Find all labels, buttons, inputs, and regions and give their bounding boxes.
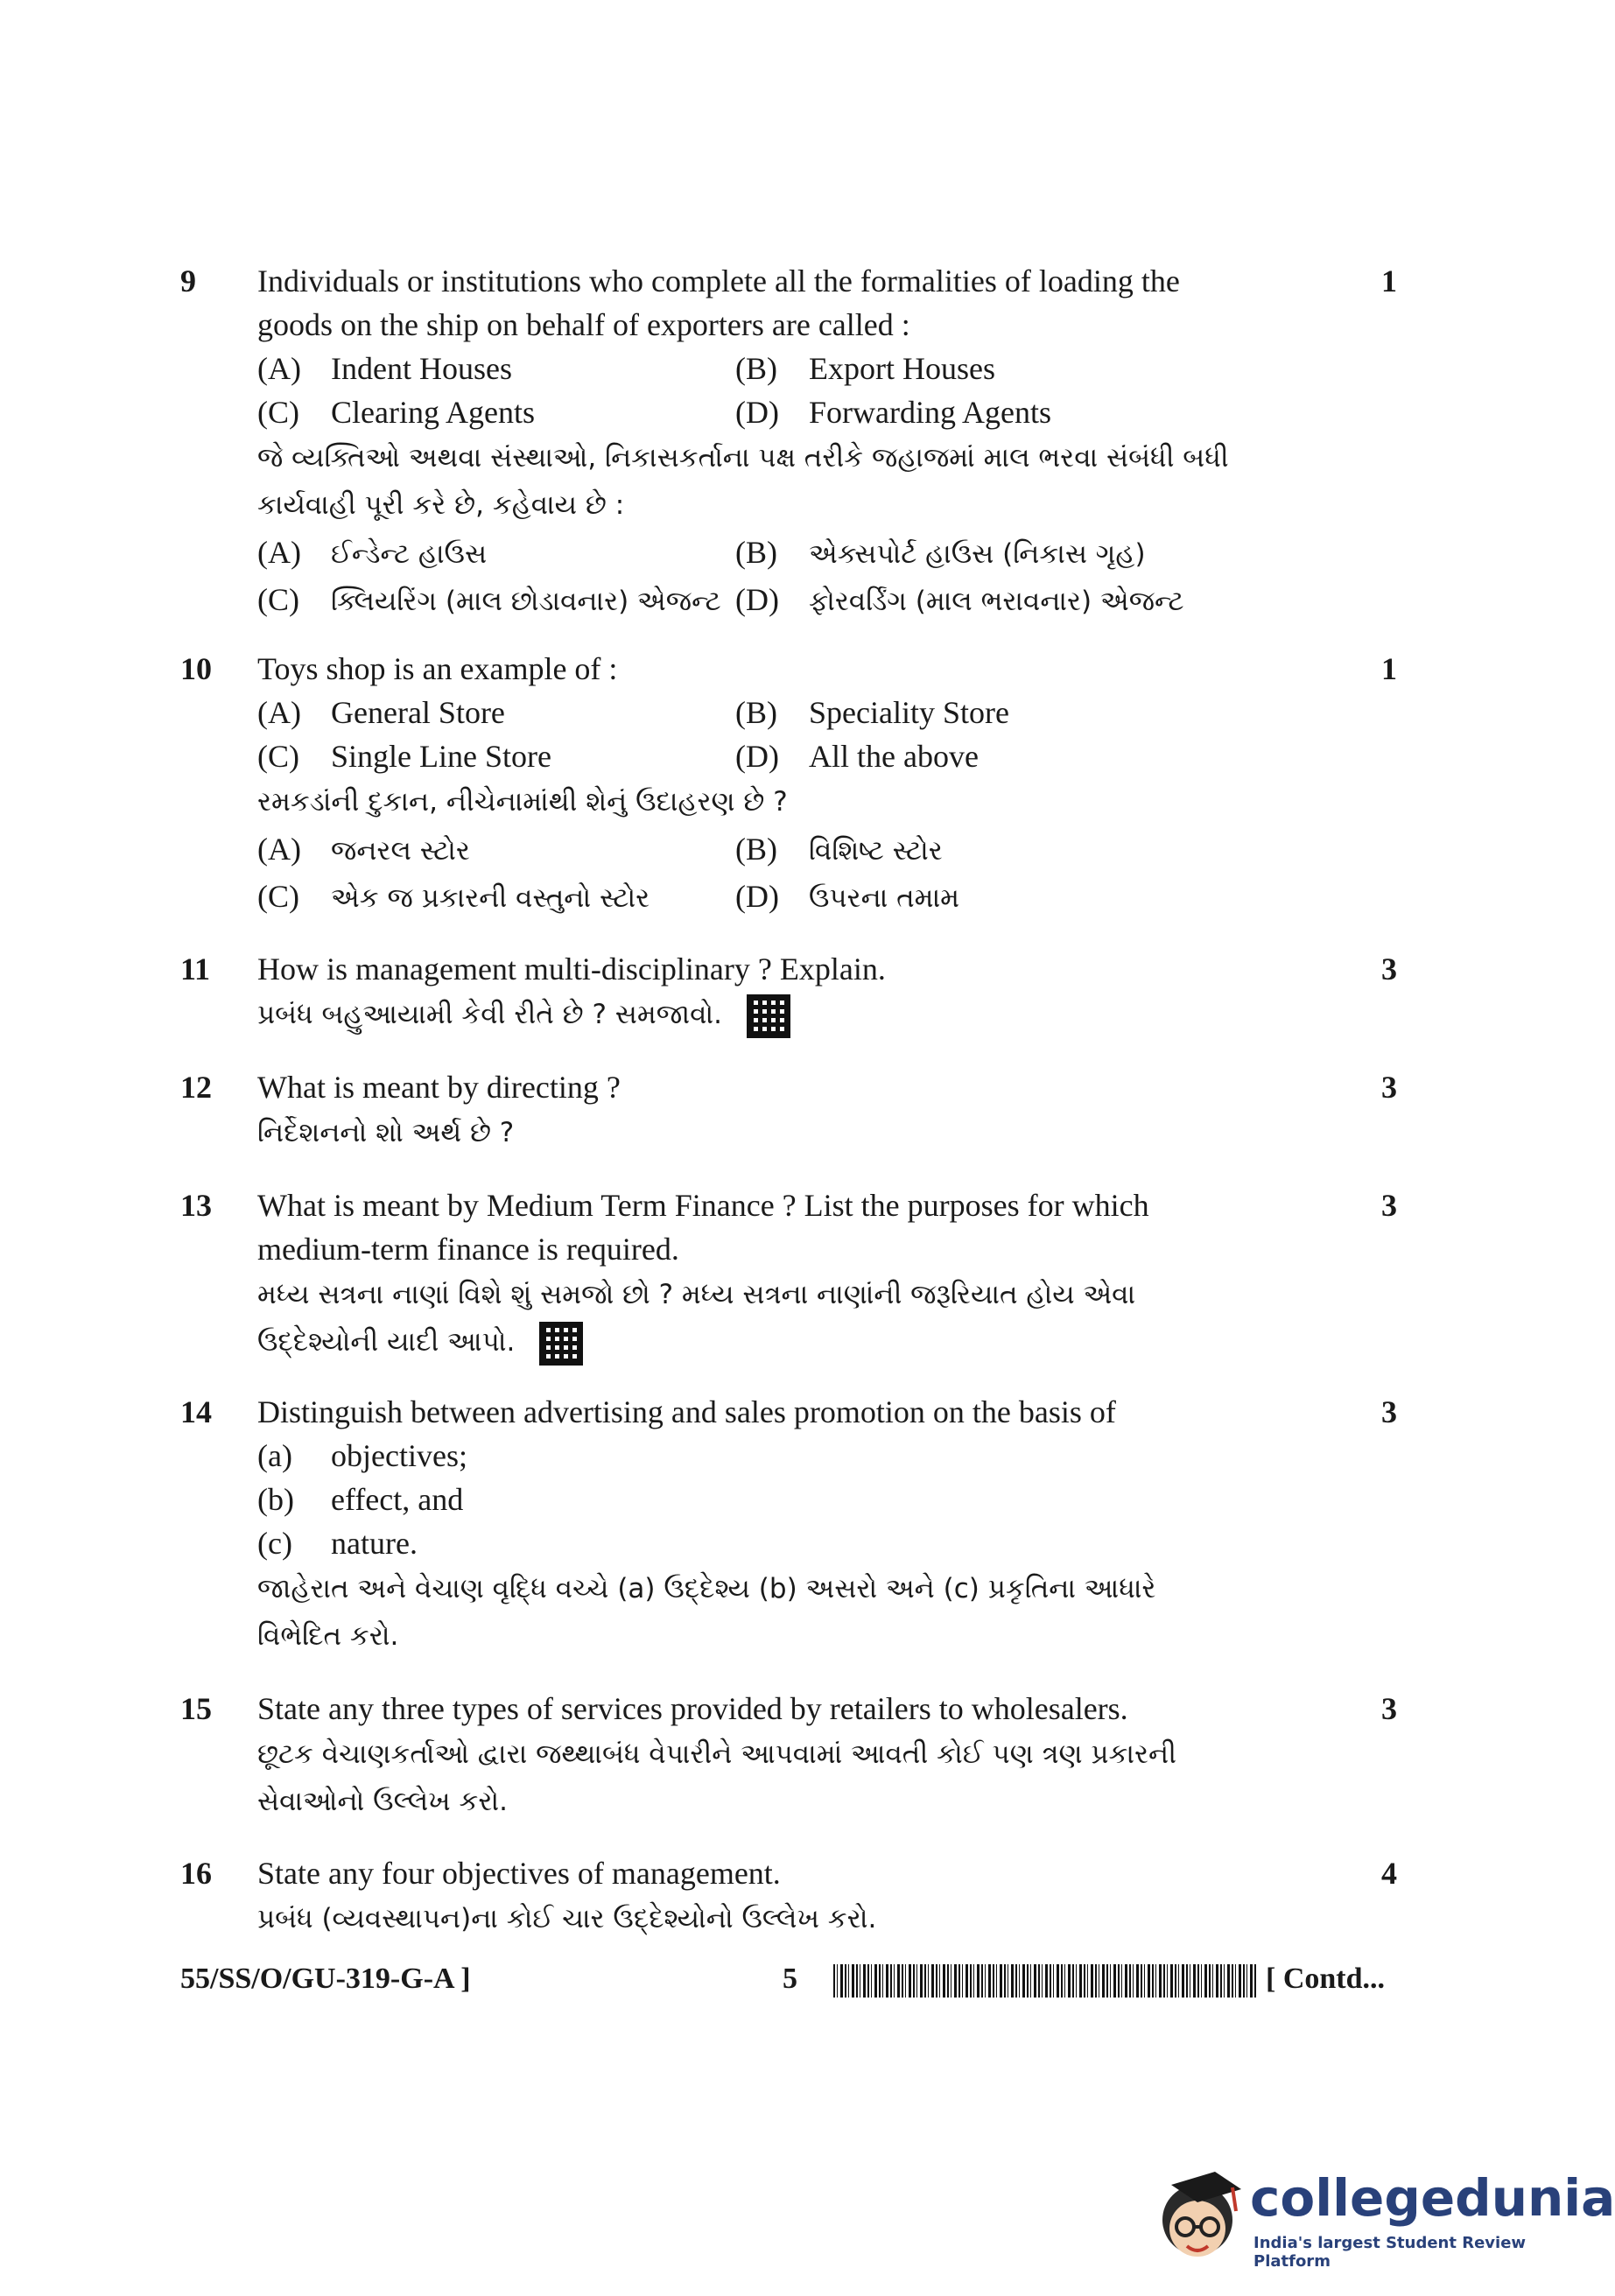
question-text-gu: સેવાઓનો ઉલ્લેખ કરો. — [257, 1786, 508, 1817]
page-footer — [180, 1957, 1401, 2001]
option-a-gu: (A) ઈન્ડેન્ટ હાઉસ — [257, 535, 488, 570]
question-text-gu: જે વ્યક્તિઓ અથવા સંસ્થાઓ, નિકાસકર્તાના પક્ષ તરીકે જહાજમાં માલ ભરવા સંબંધી બધી — [257, 442, 1229, 474]
qr-code-icon — [539, 1322, 583, 1366]
option-a: (A) General Store — [257, 695, 505, 730]
question-text-en: State any four objectives of management. — [257, 1856, 781, 1891]
brand-name: collegedunia — [1250, 2168, 1615, 2228]
sub-item-a: (a) objectives; — [257, 1438, 467, 1473]
option-c-gu: (C) એક જ પ્રકારની વસ્તુનો સ્ટોર — [257, 879, 650, 914]
question-number: 11 — [180, 951, 211, 987]
question-number: 9 — [180, 263, 196, 298]
option-d-gu: (D) ઉપરના તમામ — [735, 879, 960, 914]
option-b-gu: (B) એક્સપોર્ટ હાઉસ (નિકાસ ગૃહ) — [735, 535, 1146, 570]
question-marks: 3 — [1381, 1394, 1397, 1429]
question-number: 13 — [180, 1188, 212, 1223]
question-text-gu: નિર્દેશનનો શો અર્થ છે ? — [257, 1117, 515, 1148]
question-text-gu: જાહેરાત અને વેચાણ વૃદ્ધિ વચ્ચે (a) ઉદ્દેશ્ય (b) અસરો અને (c) પ્રકૃતિના આધારે — [257, 1573, 1156, 1604]
question-text-en: How is management multi-disciplinary ? Explain. — [257, 951, 886, 987]
question-text-gu: મધ્ય સત્રના નાણાં વિશે શું સમજો છો ? મધ્ય સત્રના નાણાંની જરૂરિયાત હોય એવા — [257, 1279, 1136, 1310]
question-text-en: State any three types of services provided by retailers to wholesalers. — [257, 1691, 1128, 1726]
question-marks: 3 — [1381, 1691, 1397, 1726]
question-text-en: goods on the ship on behalf of exporters are called : — [257, 307, 910, 342]
question-text-gu: રમકડાંની દુકાન, નીચેનામાંથી શેનું ઉદાહરણ છે ? — [257, 786, 788, 818]
option-a: (A) Indent Houses — [257, 351, 512, 386]
continued-label: [ Contd... — [1266, 1962, 1386, 1995]
question-marks: 3 — [1381, 1188, 1397, 1223]
question-text-gu: ઉદ્દેશ્યોની યાદી આપો. — [257, 1326, 516, 1358]
option-b: (B) Export Houses — [735, 351, 995, 386]
question-number: 12 — [180, 1070, 212, 1105]
collegedunia-watermark — [1145, 2150, 1615, 2281]
question-text-en: Distinguish between advertising and sales promotion on the basis of — [257, 1394, 1116, 1429]
question-text-en: Individuals or institutions who complete all the formalities of loading the — [257, 263, 1180, 298]
option-c: (C) Clearing Agents — [257, 395, 535, 430]
question-text-en: What is meant by Medium Term Finance ? List the purposes for which — [257, 1188, 1149, 1223]
question-marks: 3 — [1381, 951, 1397, 987]
option-a-gu: (A) જનરલ સ્ટોર — [257, 832, 470, 867]
question-text-gu: વિભેદિત કરો. — [257, 1620, 399, 1652]
question-marks: 3 — [1381, 1070, 1397, 1105]
sub-item-c: (c) nature. — [257, 1526, 418, 1561]
mascot-logo-icon — [1145, 2150, 1250, 2281]
option-d-gu: (D) ફોરવર્ડિંગ (માલ ભરાવનાર) એજન્ટ — [735, 582, 1184, 617]
question-number: 16 — [180, 1856, 212, 1891]
question-marks: 1 — [1381, 651, 1397, 686]
question-text-gu: કાર્યવાહી પૂરી કરે છે, કહેવાય છે : — [257, 489, 625, 521]
option-d: (D) All the above — [735, 739, 979, 774]
option-b: (B) Speciality Store — [735, 695, 1009, 730]
question-text-gu: પ્રબંધ (વ્યવસ્થાપન)ના કોઈ ચાર ઉદ્દેશ્યોનો ઉલ્લેખ કરો. — [257, 1903, 877, 1934]
paper-code: 55/SS/O/GU-319-G-A ] — [180, 1962, 471, 1995]
brand-tagline: India's largest Student Review Platform — [1253, 2234, 1527, 2271]
option-c: (C) Single Line Store — [257, 739, 551, 774]
option-c-gu: (C) ક્લિયરિંગ (માલ છોડાવનાર) એજન્ટ — [257, 582, 721, 617]
option-b-gu: (B) વિશિષ્ટ સ્ટોર — [735, 832, 943, 867]
page-number: 5 — [783, 1962, 797, 1995]
question-text-en: Toys shop is an example of : — [257, 651, 618, 686]
question-text-en: medium-term finance is required. — [257, 1232, 679, 1267]
question-text-gu: છૂટક વેચાણકર્તાઓ દ્વારા જથ્થાબંધ વેપારીને આપવામાં આવતી કોઈ પણ ત્રણ પ્રકારની — [257, 1738, 1177, 1770]
question-marks: 1 — [1381, 263, 1397, 298]
question-text-gu: પ્રબંધ બહુઆયામી કેવી રીતે છે ? સમજાવો. — [257, 999, 722, 1030]
option-d: (D) Forwarding Agents — [735, 395, 1051, 430]
question-text-en: What is meant by directing ? — [257, 1070, 621, 1105]
question-number: 14 — [180, 1394, 212, 1429]
sub-item-b: (b) effect, and — [257, 1482, 464, 1517]
question-marks: 4 — [1381, 1856, 1397, 1891]
question-number: 10 — [180, 651, 212, 686]
question-number: 15 — [180, 1691, 212, 1726]
barcode-icon — [833, 1964, 1257, 1998]
qr-code-icon — [747, 994, 790, 1038]
